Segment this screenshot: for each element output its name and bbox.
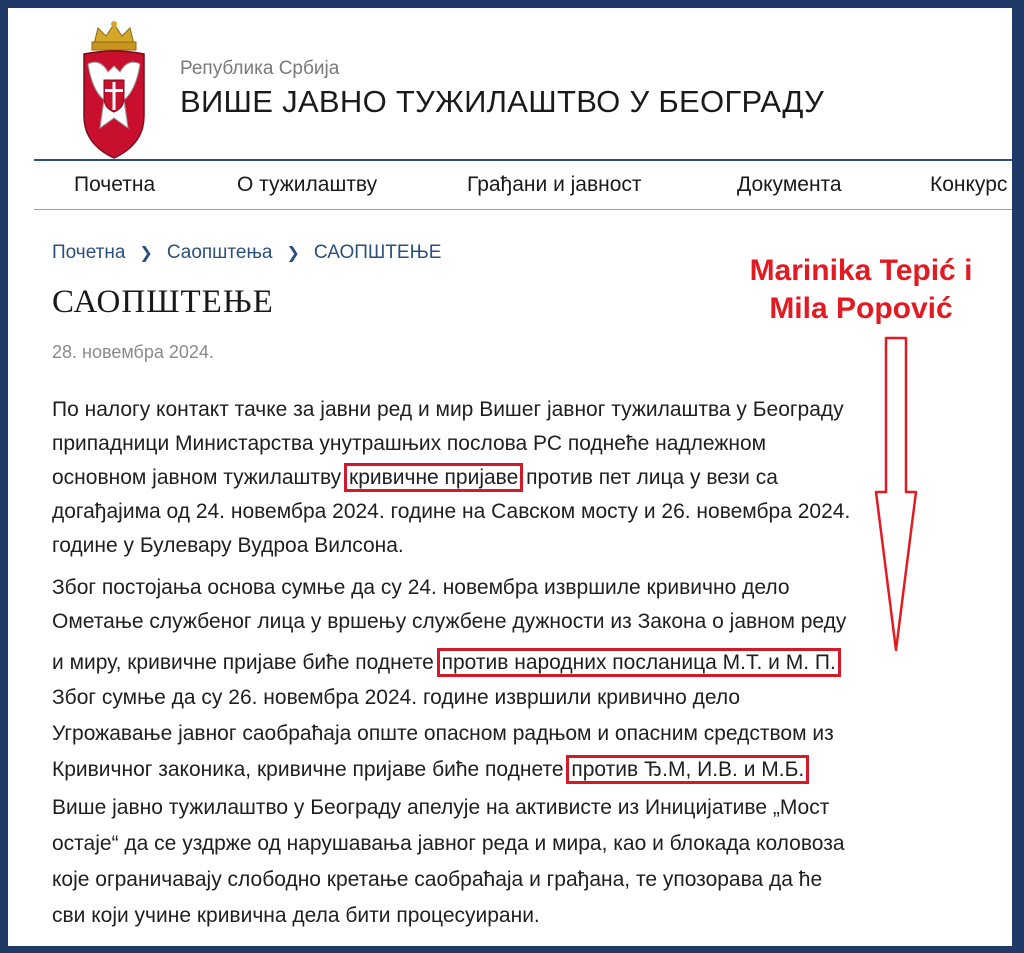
article-line: остаје“ да се уздрже од нарушавања јавног реда и мира, као и блокада коловоза <box>52 832 845 855</box>
annotation-label: Marinika Tepić i Mila Popović <box>749 254 973 325</box>
site-title[interactable]: ВИШЕ ЈАВНО ТУЖИЛАШТВО У БЕОГРАДУ <box>180 84 825 119</box>
article-line: основном јавном тужилаштву кривичне пријаве против пет лица у вези са <box>52 466 778 489</box>
nav-item-about[interactable]: О тужилаштву <box>237 173 378 196</box>
article-line: које ограничавају слободно кретање саобраћаја и грађана, те упозорава да ће <box>52 868 823 891</box>
breadcrumb-home[interactable]: Почетна <box>52 242 126 263</box>
article-line: Више јавно тужилаштво у Београду апелује на активисте из Иницијативе „Мост <box>52 796 830 819</box>
page-frame <box>8 8 1012 946</box>
nav-item-citizens[interactable]: Грађани и јавност <box>467 173 642 196</box>
nav-item-documents[interactable]: Документа <box>737 173 842 196</box>
highlight-box: против народних посланица М.Т. и М. П. <box>441 651 836 674</box>
article-line: припадници Министарства унутрашњих послова РС поднеће надлежном <box>52 432 767 455</box>
breadcrumb-announcements[interactable]: Саопштења <box>166 242 273 263</box>
publish-date: 28. новембра 2024. <box>52 342 214 362</box>
article-line: Због сумње да су 26. новембра 2024. године извршили кривично дело <box>52 686 741 709</box>
article-line: сви који учине кривична дела бити процесуирани. <box>52 904 540 927</box>
article-line: Угрожавање јавног саобраћаја опште опасном радњом и опасним средством из <box>52 722 834 745</box>
highlight-box: кривичне пријаве <box>349 466 519 489</box>
serbia-coat-of-arms-icon <box>78 20 150 160</box>
article-line: догађајима од 24. новембра 2024. године на Савском мосту и 26. новембра 2024. <box>52 500 851 523</box>
article-line: и миру, кривичне пријаве биће поднете против народних посланица М.Т. и М. П. <box>52 651 836 674</box>
republic-label: Република Србија <box>180 58 340 79</box>
breadcrumb-current: САОПШТЕЊЕ <box>313 242 442 263</box>
breadcrumb <box>52 242 441 264</box>
page-title: САОПШТЕЊЕ <box>52 284 274 320</box>
main-nav <box>34 159 1012 210</box>
article-line: Ометање службеног лица у вршењу службене дужности из Закона о јавном реду <box>52 610 847 633</box>
highlight-box: против Ђ.М, И.В. и М.Б. <box>571 758 805 781</box>
chevron-right-icon: ❯ <box>139 245 153 262</box>
chevron-right-icon: ❯ <box>286 245 300 262</box>
article-line: По налогу контакт тачке за јавни ред и мир Вишег јавног тужилаштва у Београду <box>52 398 844 421</box>
nav-item-home[interactable]: Почетна <box>74 173 156 196</box>
nav-item-competitions[interactable]: Конкурс <box>930 173 1008 196</box>
article-line: године у Булевару Вудроа Вилсона. <box>52 534 404 557</box>
article-line: Кривичног законика, кривичне пријаве биће поднете против Ђ.М, И.В. и М.Б. <box>52 758 805 781</box>
article-line: Због постојања основа сумње да су 24. новембра извршиле кривично дело <box>52 576 790 599</box>
